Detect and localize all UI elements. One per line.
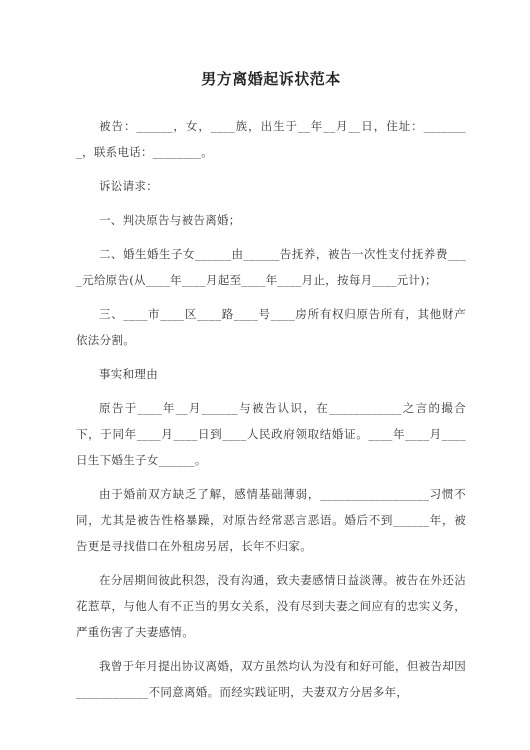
- claim-item-3: 三、____市____区____路____号____房所有权归原告所有，其他财产依法分割。: [76, 307, 466, 347]
- facts-paragraph-4: 我曾于年月提出协议离婚，双方虽然均认为没有和好可能，但被告却因____________不同意离婚。而经实践证明，夫妻双方分居多年，: [76, 659, 466, 699]
- defendant-info-paragraph: 被告：______，女，____族，出生于__年__月__日，住址：________，联系电话：________。: [76, 119, 466, 159]
- document-title: 男方离婚起诉状范本: [201, 70, 341, 88]
- claim-item-1: 一、判决原告与被告离婚；: [99, 213, 241, 227]
- facts-paragraph-3: 在分居期间彼此积怨，没有沟通，致夫妻感情日益淡薄。被告在外还沾花惹草，与他人有不正当的男女关系，没有尽到夫妻之间应有的忠实义务，严重伤害了夫妻感情。: [76, 573, 466, 639]
- claim-item-2: 二、婚生婚生子女______由______告抚养，被告一次性支付抚养费____元给原告(从____年____月起至____年____月止，按每月____元计)；: [76, 247, 466, 287]
- facts-paragraph-2: 由于婚前双方缺乏了解，感情基础薄弱，__________________习惯不同，尤其是被告性格暴躁，对原告经常恶言恶语。婚后不到______年，被告更是寻找借口在外租房另居，长年不归家。: [76, 487, 466, 553]
- facts-paragraph-1: 原告于____年__月______与被告认识，在____________之言的撮合下，于同年____月____日到____人民政府领取结婚证。____年____月____日生下婚生子女______。: [76, 401, 466, 467]
- facts-heading: 事实和理由: [99, 367, 158, 381]
- claims-heading: 诉讼请求：: [99, 179, 158, 193]
